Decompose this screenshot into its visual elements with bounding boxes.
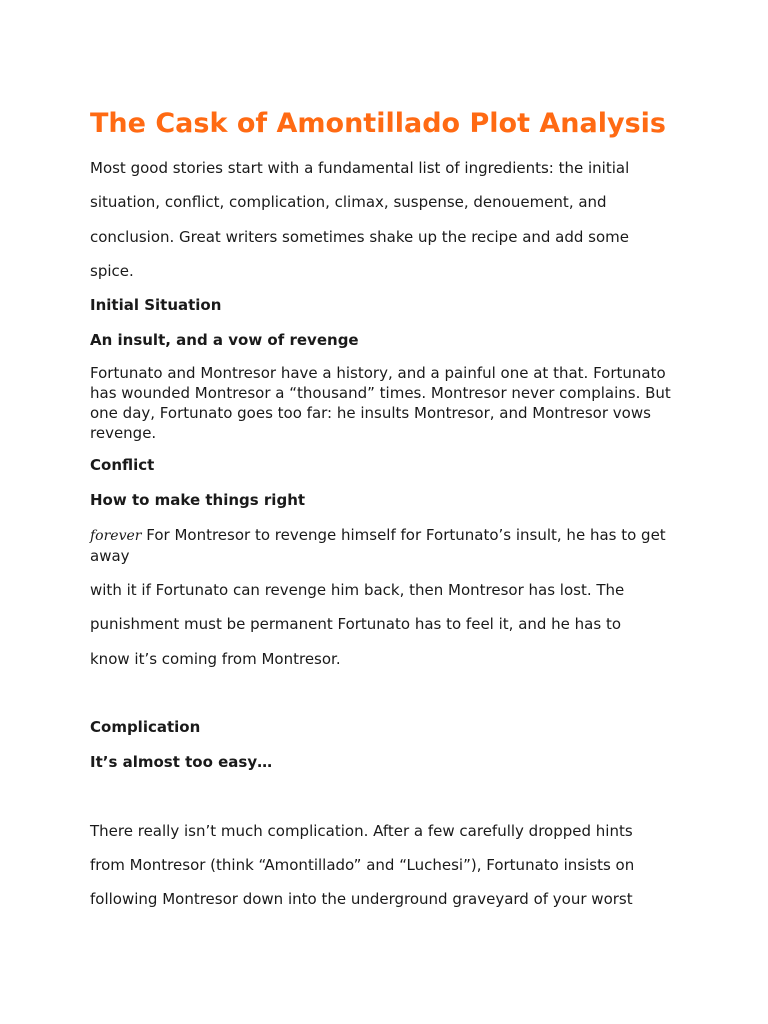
conflict-paragraph-start xyxy=(90,525,666,566)
complication-subheading: It’s almost too easy… xyxy=(90,753,273,771)
conflict-line-2: punishment must be permanent Fortunato has to feel it, and he has to xyxy=(90,615,622,633)
intro-line-4: spice. xyxy=(90,262,134,280)
paragraph-line: one day, Fortunato goes too far: he insults Montresor, and Montresor vows xyxy=(90,404,651,422)
paragraph-line: away xyxy=(90,547,130,565)
complication-line-1: There really isn’t much complication. After a few carefully dropped hints xyxy=(90,822,633,840)
complication-line-2: from Montresor (think “Amontillado” and “Luchesi”), Fortunato insists on xyxy=(90,856,635,874)
conflict-heading: Conflict xyxy=(90,456,155,474)
intro-line-1: Most good stories start with a fundamental list of ingredients: the initial xyxy=(90,159,630,177)
complication-line-3: following Montresor down into the underground graveyard of your worst xyxy=(90,890,633,908)
complication-heading: Complication xyxy=(90,718,201,736)
conflict-line-3: know it’s coming from Montresor. xyxy=(90,650,341,668)
initial-situation-paragraph xyxy=(90,363,671,443)
conflict-line-1: with it if Fortunato can revenge him back, then Montresor has lost. The xyxy=(90,581,625,599)
initial-situation-subheading: An insult, and a vow of revenge xyxy=(90,331,359,349)
intro-line-2: situation, conflict, complication, climax, suspense, denouement, and xyxy=(90,193,607,211)
paragraph-line xyxy=(90,525,666,546)
paragraph-line: revenge. xyxy=(90,424,157,442)
initial-situation-heading: Initial Situation xyxy=(90,296,222,314)
lead-word: forever xyxy=(90,528,142,544)
intro-line-3: conclusion. Great writers sometimes shake up the recipe and add some xyxy=(90,228,630,246)
paragraph-line: Fortunato and Montresor have a history, and a painful one at that. Fortunato xyxy=(90,364,666,382)
conflict-subheading: How to make things right xyxy=(90,491,306,509)
paragraph-line: has wounded Montresor a “thousand” times. Montresor never complains. But xyxy=(90,384,671,402)
first-line-rest: For Montresor to revenge himself for Fortunato’s insult, he has to get xyxy=(141,526,666,544)
document-title: The Cask of Amontillado Plot Analysis xyxy=(90,108,666,139)
